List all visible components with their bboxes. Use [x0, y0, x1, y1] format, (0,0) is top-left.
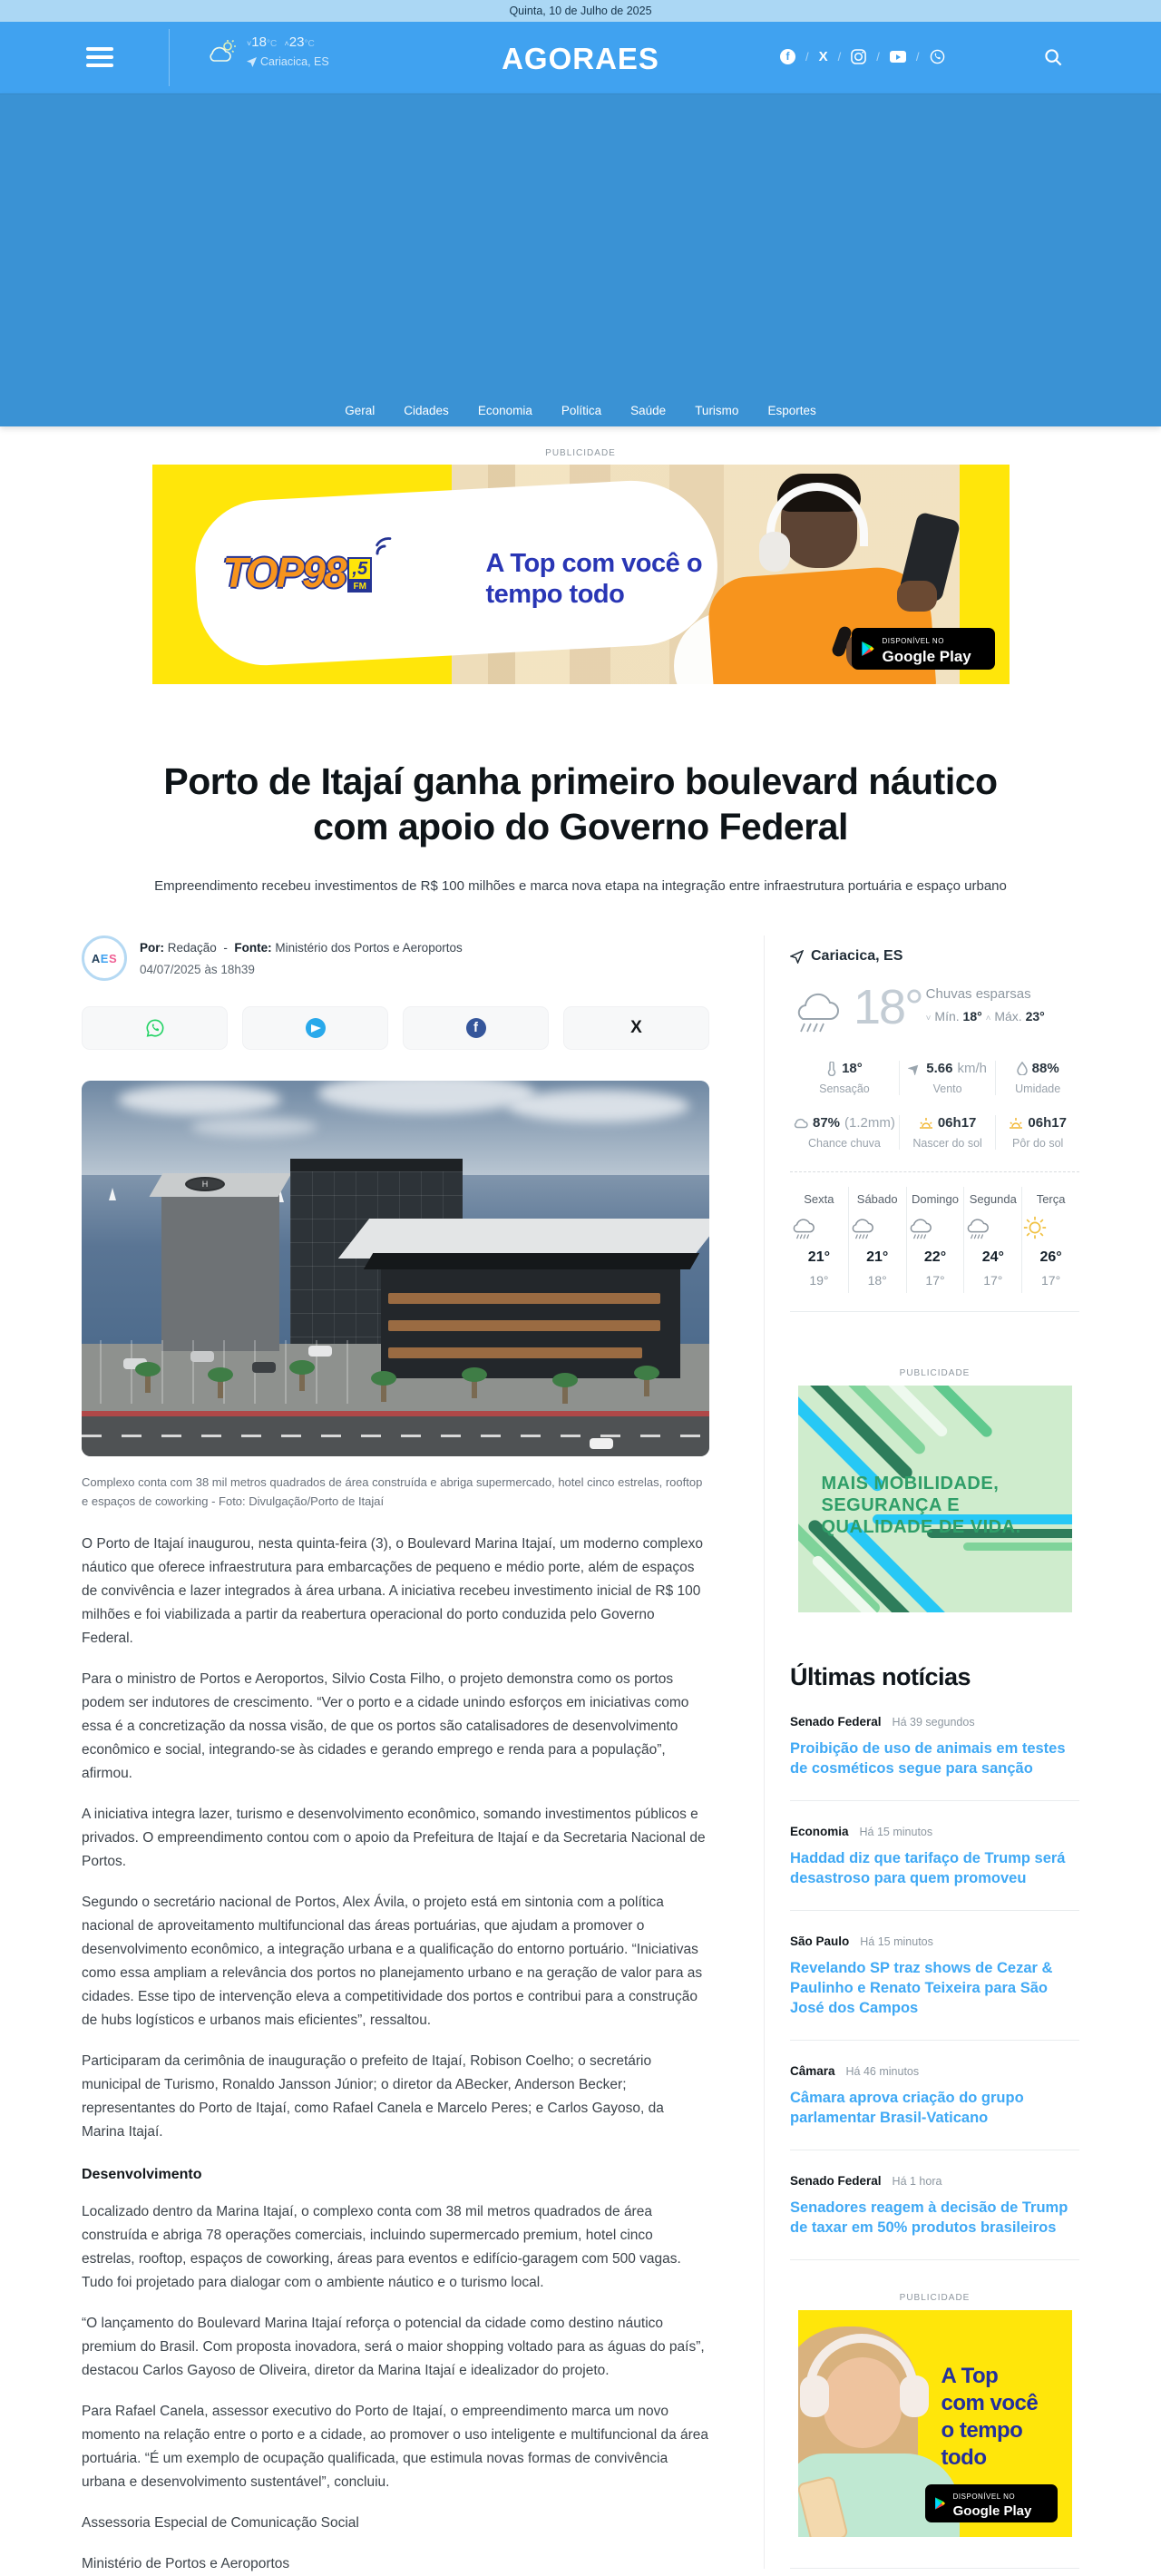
sidebar-ad-green[interactable] — [798, 1386, 1072, 1612]
google-play-icon — [861, 637, 875, 661]
telegram-icon — [306, 1018, 326, 1038]
article-image: H — [82, 1081, 709, 1456]
article-column — [82, 935, 709, 2576]
nav-item-politica[interactable]: Política — [561, 404, 602, 417]
sidebar-ad-yellow[interactable] — [798, 2310, 1072, 2537]
weather-widget — [790, 948, 1079, 1312]
google-play-badge[interactable]: DISPONÍVEL NO Google Play — [925, 2484, 1058, 2522]
paragraph: Segundo o secretário nacional de Portos, Alex Ávila, o projeto está em sintonia com a política nacional de aproveitamento multifuncional das áreas portuárias, que ajudam a promover o desenvolvimento econômico, a integração urbana e a qualificação do entorno portuário. “Iniciativas como essa ampliam a relevância dos portos no planejamento urbano e na geração de valor para as cidades. Esse tipo de intervenção eleva a competitividade dos portos e contribui para a construção de hubs logísticos e urbanos mais eficientes”, ressaltou. — [82, 1895, 703, 2028]
news-category: Economia — [790, 1825, 849, 1838]
nav-item-cidades[interactable]: Cidades — [404, 404, 449, 417]
sunset-icon — [1009, 1117, 1023, 1129]
paragraph: Para Rafael Canela, assessor executivo do Porto de Itajaí, o empreendimento marca um novo momento na relação entre o porto e a cidade, ao promover o uso inteligente e multifuncional da área portuária. “É um exemplo de ocupação qualificada, que estimula novas formas de convivência urbana e desenvolvimento sustentável”, concluiu. — [82, 2404, 709, 2490]
weather-minmax: ˅ Mín. 18° ˄ Máx. 23° — [925, 1009, 1045, 1024]
news-time: Há 46 minutos — [845, 2065, 920, 2078]
news-time: Há 15 minutos — [860, 1935, 933, 1948]
section-heading: Desenvolvimento — [82, 2167, 202, 2182]
main-nav — [0, 404, 1161, 417]
rain-cloud-icon — [907, 1215, 964, 1242]
hero-ad-slot — [0, 93, 1161, 426]
paragraph: Ministério de Portos e Aeroportos — [82, 2556, 290, 2571]
paragraph: Para o ministro de Portos e Aeroportos, Silvio Costa Filho, o projeto demonstra como os portos podem ser indutores de crescimento. “Ver o porto e a cidade unindo esforços em iniciativas como essa é a concretização da nossa visão, de que os portos são catalisadores de desenvolvimento econômico e social, integrando-se às cidades e gerando emprego e renda para a população”, afirmou. — [82, 1671, 689, 1781]
facebook-icon[interactable]: f — [780, 49, 795, 64]
forecast-day: Sexta 21° 19° — [790, 1187, 848, 1293]
youtube-icon[interactable] — [890, 51, 906, 63]
radio-waves-icon — [374, 535, 397, 557]
current-temp: 18° — [854, 980, 922, 1034]
news-item[interactable] — [790, 1825, 1079, 1911]
share-facebook-button[interactable] — [403, 1006, 549, 1050]
instagram-icon[interactable] — [851, 49, 866, 64]
sidebar-divider — [790, 2568, 1079, 2569]
news-category: São Paulo — [790, 1934, 850, 1948]
share-x-button[interactable] — [563, 1006, 709, 1050]
date-bar — [0, 0, 1161, 22]
weather-stats — [790, 1061, 1079, 1150]
header-location: Cariacica, ES — [247, 55, 329, 68]
latest-news — [790, 1663, 1079, 2260]
news-category: Câmara — [790, 2064, 835, 2078]
x-twitter-icon: X — [630, 1018, 642, 1037]
share-telegram-button[interactable] — [242, 1006, 388, 1050]
news-item[interactable] — [790, 1934, 1079, 2041]
news-item[interactable] — [790, 1715, 1079, 1801]
news-category: Senado Federal — [790, 1715, 882, 1729]
stat-umidade: 88% Umidade — [995, 1061, 1079, 1095]
nav-item-turismo[interactable]: Turismo — [695, 404, 739, 417]
rain-cloud-icon — [790, 1215, 848, 1242]
article-title: Porto de Itajaí ganha primeiro boulevard náutico com apoio do Governo Federal — [163, 760, 998, 847]
stat-por-do-sol: 06h17 Pôr do sol — [995, 1115, 1079, 1150]
share-buttons — [82, 1006, 709, 1050]
cloud-icon — [794, 1118, 808, 1129]
news-time: Há 1 hora — [892, 2175, 942, 2188]
droplet-icon — [1017, 1062, 1028, 1075]
wind-icon — [908, 1063, 922, 1075]
byline-author-source: Por: Redação - Fonte: Ministério dos Portos e Aeroportos — [140, 940, 463, 955]
paragraph: A iniciativa integra lazer, turismo e desenvolvimento econômico, somando investimentos públicos e privados. O empreendimento contou com o apoio da Prefeitura de Itajaí e da Secretaria Nacional de Portos. — [82, 1807, 706, 1869]
image-caption: Complexo conta com 38 mil metros quadrados de área construída e abriga supermercado, hotel cinco estrelas, rooftop e espaços de coworking - Foto: Divulgação/Porto de Itajaí — [82, 1475, 703, 1508]
news-category: Senado Federal — [790, 2174, 882, 2188]
nav-item-saude[interactable]: Saúde — [630, 404, 667, 417]
publish-datetime: 04/07/2025 às 18h39 — [140, 962, 255, 976]
news-headline[interactable]: Revelando SP traz shows de Cezar & Paulinho e Renato Teixeira para São José dos Campos — [790, 1960, 1053, 2016]
whatsapp-icon[interactable] — [930, 49, 945, 64]
sunrise-icon — [919, 1117, 933, 1129]
share-whatsapp-button[interactable] — [82, 1006, 228, 1050]
sidebar — [764, 935, 1079, 2569]
stat-chance-chuva: 87% (1.2mm) Chance chuva — [790, 1115, 899, 1150]
green-ad-text: MAIS MOBILIDADE, SEGURANÇA E QUALIDADE DE VIDA. — [821, 1474, 1021, 1537]
news-item[interactable] — [790, 2174, 1079, 2260]
ad-label: PUBLICIDADE — [899, 2293, 971, 2303]
paragraph: Assessoria Especial de Comunicação Social — [82, 2515, 359, 2531]
location-arrow-icon — [790, 950, 804, 964]
header-social: f / X / / / — [780, 49, 945, 64]
rain-cloud-icon — [964, 1215, 1021, 1242]
paragraph: Participaram da cerimônia de inauguração o prefeito de Itajaí, Robison Coelho; o secretário municipal de Turismo, Ronaldo Jansson Júnior; o diretor da ABecker, Anderson Becker; representantes do Porto de Itajaí, como Rafael Canela e Marcelo Peres; e Carlos Gayoso, da Marina Itajaí. — [82, 2053, 664, 2140]
news-headline[interactable]: Senadores reagem à decisão de Trump de taxar em 50% produtos brasileiros — [790, 2199, 1068, 2236]
thermometer-icon — [826, 1062, 837, 1076]
ad-headline: A Top com você o tempo todo — [485, 549, 703, 609]
article-subtitle: Empreendimento recebeu investimentos de R$ 100 milhões e marca nova etapa na integração entre infraestrutura portuária e espaço urbano — [154, 878, 1007, 894]
search-icon[interactable] — [1044, 48, 1063, 67]
paragraph: O Porto de Itajaí inaugurou, nesta quinta-feira (3), o Boulevard Marina Itajaí, um moderno complexo náutico que oferece infraestrutura para embarcações de pequeno e médio porte, além de espaços de convivência e lazer integrados à área urbana. A iniciativa recebeu investimento inicial de R$ 100 milhões e foi viabilizada a partir da reabertura operacional do porto conduzida pelo Governo Federal. — [82, 1536, 703, 1646]
whatsapp-icon — [145, 1018, 165, 1038]
latest-news-title: Últimas notícias — [790, 1663, 971, 1690]
nav-item-economia[interactable]: Economia — [477, 404, 532, 417]
top985-logo: TOP98 ,5 FM — [223, 548, 398, 597]
news-headline[interactable]: Haddad diz que tarifaço de Trump será desastroso para quem promoveu — [790, 1850, 1066, 1886]
avatar: A E S — [82, 935, 127, 981]
weather-condition: Chuvas esparsas — [925, 986, 1031, 1002]
rain-cloud-icon — [849, 1215, 906, 1242]
stat-nascer-do-sol: 06h17 Nascer do sol — [899, 1115, 996, 1150]
forecast-day: Sábado 21° 18° — [848, 1187, 906, 1293]
header-temps: ˅18°C ˄23°C — [247, 34, 315, 50]
dashed-divider — [790, 1171, 1079, 1172]
stat-sensacao: 18° Sensação — [819, 1061, 870, 1095]
facebook-icon: f — [466, 1018, 486, 1038]
news-item[interactable] — [790, 2064, 1079, 2150]
google-play-badge[interactable]: DISPONÍVEL NO Google Play — [852, 628, 995, 670]
current-date: Quinta, 10 de Julho de 2025 — [509, 5, 652, 17]
byline — [82, 935, 709, 981]
news-time: Há 39 segundos — [892, 1716, 975, 1729]
x-twitter-icon[interactable]: X — [818, 49, 828, 64]
nav-item-esportes[interactable]: Esportes — [767, 404, 816, 417]
article-body — [82, 1533, 709, 2576]
news-headline[interactable]: Proibição de uso de animais em testes de cosméticos segue para sanção — [790, 1740, 1066, 1777]
forecast-day: Domingo 22° 17° — [906, 1187, 964, 1293]
google-play-icon — [934, 2493, 946, 2513]
site-logo[interactable]: AGORAES — [502, 42, 659, 75]
ad-label: PUBLICIDADE — [545, 448, 616, 458]
top-banner-ad[interactable] — [152, 465, 1010, 684]
ad-headline: A Top com você o tempo todo — [941, 2364, 1039, 2470]
paragraph: “O lançamento do Boulevard Marina Itajaí reforça o potencial da cidade como destino náutico premium do Brasil. Com proposta inovadora, será o maior shopping voltado para as águas do país”, destacou Carlos Gayoso de Oliveira, diretor da Marina Itajaí e idealizador do projeto. — [82, 2316, 705, 2378]
site-header — [0, 22, 1161, 93]
rain-cloud-icon — [790, 984, 846, 1037]
nav-item-geral[interactable]: Geral — [345, 404, 376, 417]
sun-icon — [1022, 1215, 1079, 1242]
stat-vento: 5.66 km/h Vento — [899, 1061, 996, 1095]
news-time: Há 15 minutos — [859, 1826, 933, 1838]
paragraph: Localizado dentro da Marina Itajaí, o complexo conta com 38 mil metros quadrados de área construída e abriga 78 operações comerciais, incluindo supermercado premium, hotel cinco estrelas, rooftop, espaços de coworking, áreas para eventos e edifício-garagem com 500 vagas. Tudo foi projetado para dialogar com o ambiente náutico e o turismo local. — [82, 2204, 681, 2290]
ad-label: PUBLICIDADE — [899, 1368, 971, 1378]
weather-location: Cariacica, ES — [811, 948, 903, 964]
weather-forecast — [790, 1187, 1079, 1312]
forecast-day: Segunda 24° 17° — [963, 1187, 1021, 1293]
forecast-day: Terça 26° 17° — [1021, 1187, 1079, 1293]
news-headline[interactable]: Câmara aprova criação do grupo parlamentar Brasil-Vaticano — [790, 2090, 1024, 2126]
